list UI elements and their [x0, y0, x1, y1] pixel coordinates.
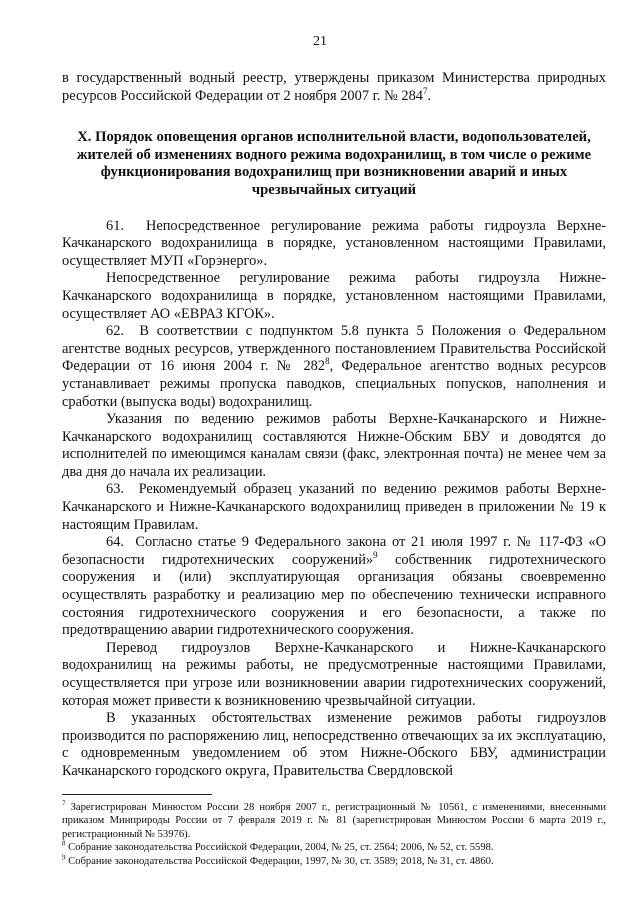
footnote-ref-7: 7: [423, 85, 428, 96]
footnote-number: 9: [62, 853, 66, 862]
footnote-number: 7: [62, 799, 66, 808]
page-number: 21: [313, 34, 327, 49]
paragraph-61-second: Непосредственное регулирование режима работы гидроузла Нижне-Качканарского водохранилища в порядке, установленном настоящими Правилами, осуществляет АО «ЕВРАЗ КГОК».: [62, 270, 606, 322]
paragraph-62-text: 62. В соответствии с подпунктом 5.8 пункта 5 Положения о Федеральном агентстве водных ресурсов, утвержденного постановлением Правительства Российской Федерации от 16 июня 2004 г. № 282: [62, 323, 606, 375]
section-heading: X. Порядок оповещения органов исполнительной власти, водопользователей, жителей об изменениях водного режима водохранилищ, в том числе о режиме функционирования водохранилищ при возникновении аварий и иных чрезвычайных ситуаций: [76, 129, 592, 198]
footnote-8: [62, 841, 606, 854]
footnote-text: Собрание законодательства Российской Федерации, 1997, № 30, ст. 3589; 2018, № 31, ст. 4860.: [68, 855, 494, 867]
paragraph-62: [62, 323, 606, 411]
footnotes: [62, 794, 606, 868]
paragraph-64-text: 64. Согласно статье 9 Федерального закона от 21 июля 1997 г. № 117-ФЗ «О безопасности гидротехнических сооружений»: [62, 534, 606, 568]
intro-text: в государственный водный реестр, утверждены приказом Министерства природных ресурсов Российской Федерации от 2 ноября 2007 г. № 284: [62, 70, 606, 104]
paragraph-64: [62, 534, 606, 640]
intro-tail: .: [427, 87, 432, 104]
paragraph-63: 63. Рекомендуемый образец указаний по ведению режимов работы Верхне-Качканарского и Нижне-Качканарского водохранилищ приведен в приложении № 19 к настоящим Правилам.: [62, 481, 606, 533]
paragraph-64-transfer: Перевод гидроузлов Верхне-Качканарского и Нижне-Качканарского водохранилищ на режимы работы, не предусмотренные настоящими Правилами, осуществляется при угрозе или возникновении аварии гидротехнических сооружений, которая может привести к возникновению чрезвычайной ситуации.: [62, 639, 606, 709]
paragraph-61: 61. Непосредственное регулирование режима работы гидроузла Верхне-Качканарского водохранилища в порядке, установленном настоящими Правилами, осуществляет МУП «Горэнерго».: [62, 217, 606, 269]
paragraph-64-circumstances: В указанных обстоятельствах изменение режимов работы гидроузлов производится по распоряжению лиц, непосредственно отвечающих за их эксплуатацию, с одновременным уведомлением об этом Нижне-Обского БВУ, администрации Качканарского городского округа, Правительства Свердловской: [62, 710, 606, 779]
footnote-ref-8: 8: [325, 356, 330, 367]
footnote-9: [62, 855, 606, 868]
footnote-ref-9: 9: [373, 550, 378, 561]
paragraph-62-tail: , Федеральное агентство водных ресурсов устанавливает режимы пропуска паводков, специальных попусков, наполнения и сработки (выпуска воды) водохранилищ.: [62, 358, 606, 410]
footnote-7: [62, 801, 606, 841]
footnote-divider: [62, 794, 212, 795]
footnote-text: Собрание законодательства Российской Федерации, 2004, № 25, ст. 2564; 2006, № 52, ст. 5598.: [68, 842, 494, 854]
intro-paragraph: [62, 70, 606, 105]
footnote-text: Зарегистрирован Минюстом России 28 ноября 2007 г., регистрационный № 10561, с изменениями, внесенными приказом Минприроды России от 7 февраля 2019 г. № 81 (зарегистрирован Минюстом России 6 марта 2019 г., регистрационный № 53976).: [62, 802, 607, 840]
footnote-number: 8: [62, 839, 66, 848]
paragraph-64-tail: собственник гидротехнического сооружения и (или) эксплуатирующая организация обязаны своевременно осуществлять разработку и реализацию мер по обеспечению технически исправного состояния гидротехнического сооружения и его безопасности, а также по предотвращению аварии гидротехнического сооружения.: [62, 551, 606, 639]
paragraph-62-instructions: Указания по ведению режимов работы Верхне-Качканарского и Нижне-Качканарского водохранилищ составляются Нижне-Обским БВУ и доводятся до исполнителей по имеющимся каналам связи (факс, электронная почта) не менее чем за два дня до начала их реализации.: [62, 411, 606, 480]
